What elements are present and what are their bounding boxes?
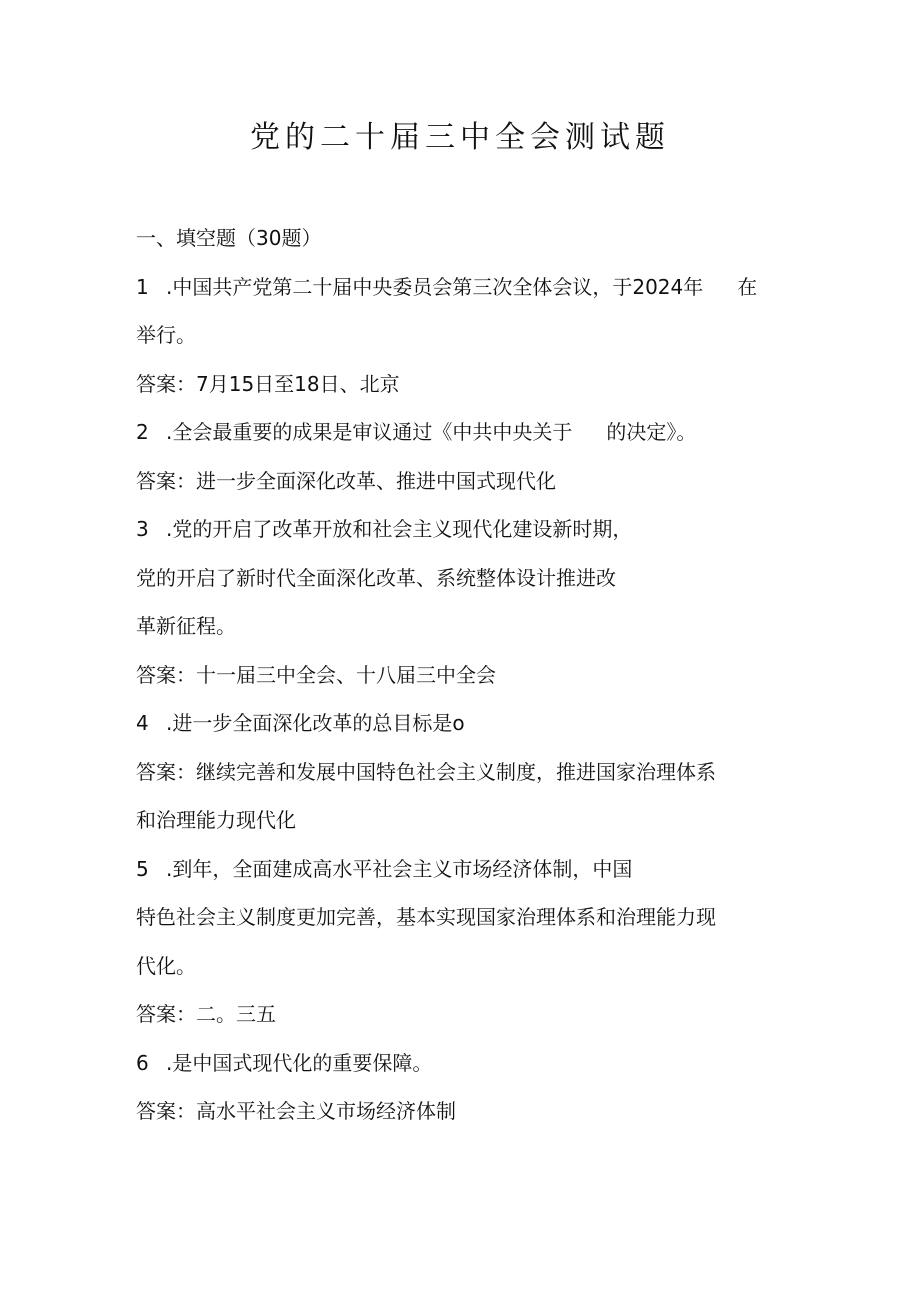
question-number: 1 [136, 274, 149, 299]
question-4-line-1 [136, 699, 786, 748]
answer-4-line-1: 答案：继续完善和发展中国特色社会主义制度，推进国家治理体系 [136, 759, 716, 784]
question-text: .中国共产党第二十届中央委员会第三次全体会议，于2024年 [166, 274, 704, 299]
question-5-line-3: 代化。 [136, 953, 196, 978]
page-title: 党的二十届三中全会测试题 [250, 120, 670, 155]
question-number: 3 [136, 517, 149, 541]
question-number: 6 [136, 1050, 149, 1075]
question-3-line-2: 党的开启了新时代全面深化改革、系统整体设计推进改 [136, 565, 616, 590]
question-6-line-1 [136, 1039, 786, 1088]
question-number: 4 [136, 711, 149, 735]
question-text: 的决定》。 [606, 420, 697, 444]
question-1-line-2: 举行。 [136, 323, 196, 347]
question-1-line-1 [136, 263, 786, 312]
question-2-line-1 [136, 408, 786, 457]
question-text: .是中国式现代化的重要保障。 [166, 1050, 433, 1075]
question-3-line-1 [136, 505, 786, 554]
document-body [136, 214, 786, 1136]
answer-4-line-2: 和治理能力现代化 [136, 808, 296, 832]
question-text: .党的开启了改革开放和社会主义现代化建设新时期， [166, 517, 633, 541]
section-heading: 一、填空题（30题） [136, 226, 322, 250]
answer-5: 答案：二。三五 [136, 1002, 276, 1026]
question-text: .全会最重要的成果是审议通过《中共中央关于 [166, 420, 573, 444]
answer-6: 答案：高水平社会主义市场经济体制 [136, 1099, 456, 1123]
answer-1: 答案：7月15日至18日、北京 [136, 371, 400, 396]
answer-3: 答案：十一届三中全会、十八届三中全会 [136, 662, 496, 687]
answer-2: 答案：进一步全面深化改革、推进中国式现代化 [136, 468, 556, 493]
question-text: .进一步全面深化改革的总目标是o [166, 711, 465, 735]
question-5-line-2: 特色社会主义制度更加完善，基本实现国家治理体系和治理能力现 [136, 905, 716, 929]
question-number: 2 [136, 420, 149, 444]
question-text: 在 [737, 274, 758, 299]
question-5-line-1 [136, 845, 786, 894]
question-text: .到年，全面建成高水平社会主义市场经济体制，中国 [166, 856, 633, 881]
question-number: 5 [136, 856, 149, 881]
question-3-line-3: 革新征程。 [136, 614, 236, 638]
